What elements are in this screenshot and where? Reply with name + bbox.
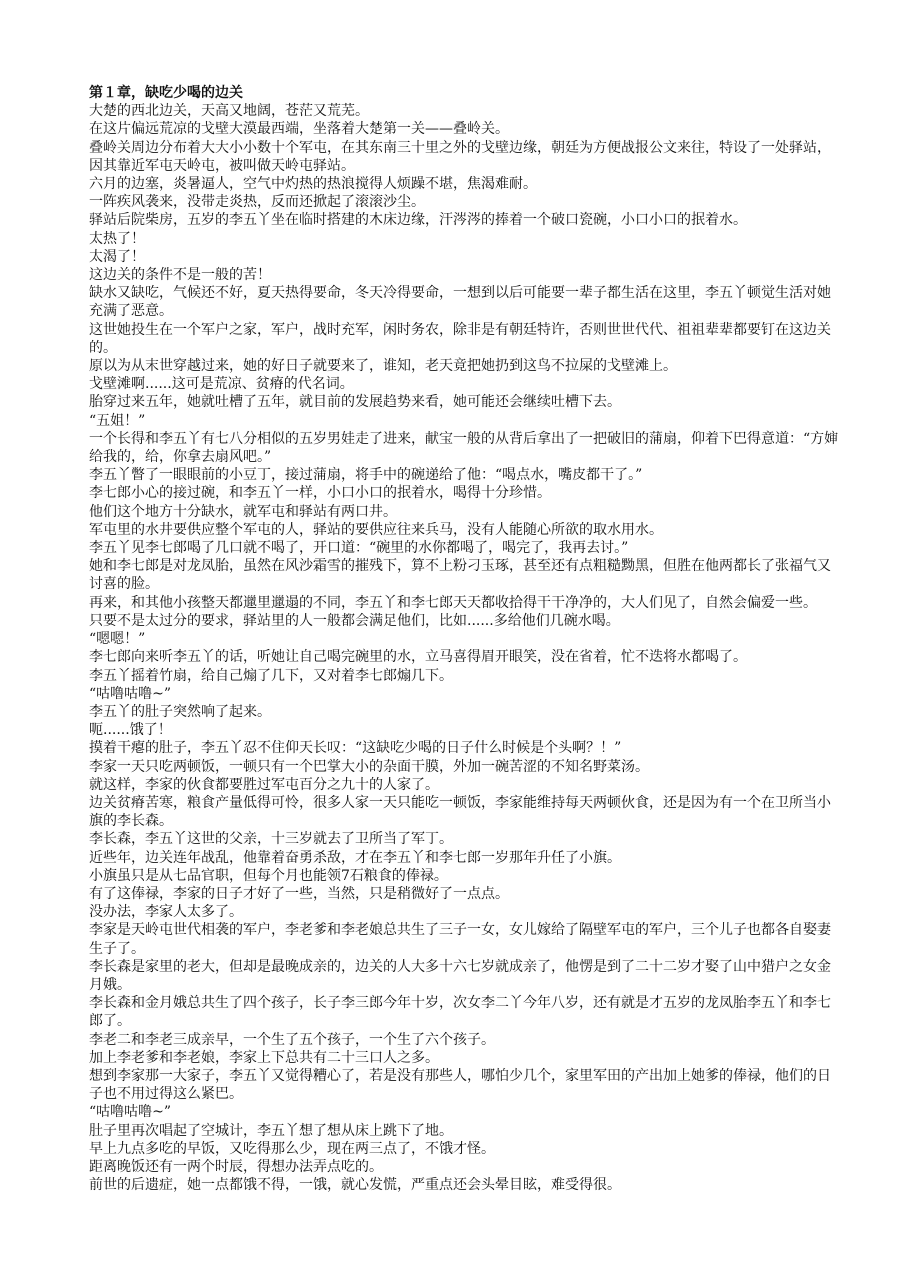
paragraph: 李五丫瞥了一眼眼前的小豆丁，接过蒲扇，将手中的碗递给了他：“喝点水，嘴皮都干了。” — [89, 467, 643, 484]
paragraph: 就这样，李家的伙食都要胜过军屯百分之九十的人家了。 — [89, 776, 439, 793]
paragraph: 李家一天只吃两顿饭，一顿只有一个巴掌大小的杂面干膜，外加一碗苦涩的不知名野菜汤。 — [89, 758, 649, 775]
paragraph: 戈壁滩啊......这可是荒凉、贫瘠的代名词。 — [89, 376, 354, 393]
paragraph: 摸着干瘪的肚子，李五丫忍不住仰天长叹：“这缺吃少喝的日子什么时候是个头啊？！” — [89, 740, 622, 757]
chapter-title: 第１章，缺吃少喝的边关 — [89, 85, 243, 101]
paragraph: 这边关的条件不是一般的苦！ — [89, 267, 271, 284]
paragraph: 李五丫摇着竹扇，给自己煽了几下，又对着李七郎煽几下。 — [89, 667, 453, 684]
paragraph: 有了这俸禄，李家的日子才好了一些，当然，只是稍微好了一点点。 — [89, 885, 509, 902]
paragraph: 李家是天岭屯世代相袭的军户，李老爹和李老娘总共生了三子一女，女儿嫁给了隔壁军屯的军户，三个儿子也都各自娶妻生子了。 — [89, 922, 831, 957]
paragraph: 李长森，李五丫这世的父亲，十三岁就去了卫所当了军丁。 — [89, 831, 453, 848]
paragraph: 再来，和其他小孩整天都邋里邋遢的不同，李五丫和李七郎天天都收拾得干干净净的，大人们见了，自然会偏爱一些。 — [89, 594, 817, 611]
paragraph: 军屯里的水井要供应整个军屯的人，驿站的要供应往来兵马，没有人能随心所欲的取水用水。 — [89, 521, 663, 538]
paragraph: 李五丫的肚子突然响了起来。 — [89, 703, 271, 720]
paragraph: 这世她投生在一个军户之家，军户，战时充军，闲时务农，除非是有朝廷特许，否则世世代代、祖祖辈辈都要钉在这边关的。 — [89, 321, 831, 356]
paragraph: 近些年，边关连年战乱，他靠着奋勇杀敌，才在李五丫和李七郎一岁那年升任了小旗。 — [89, 849, 621, 866]
paragraph: 李长森是家里的老大，但却是最晚成亲的，边关的人大多十六七岁就成亲了，他愣是到了二十二岁才娶了山中猎户之女金月娥。 — [89, 958, 831, 993]
paragraph: 想到李家那一大家子，李五丫又觉得糟心了，若是没有那些人，哪怕少几个，家里军田的产出加上她爹的俸禄，他们的日子也不用过得这么紧巴。 — [89, 1067, 831, 1103]
paragraph: “五姐！” — [89, 412, 146, 429]
paragraph: 李五丫见李七郎喝了几口就不喝了，开口道：“碗里的水你都喝了，喝完了，我再去讨。” — [89, 540, 629, 557]
paragraph: 一个长得和李五丫有七八分相似的五岁男娃走了进来，献宝一般的从背后拿出了一把破旧的蒲扇，仰着下巴得意道：“方婶给我的，给，你拿去扇风吧。” — [89, 430, 839, 466]
paragraph: 李七郎向来听李五丫的话，听她让自己喝完碗里的水，立马喜得眉开眼笑，没在省着，忙不迭将水都喝了。 — [89, 649, 747, 666]
paragraph: 边关贫瘠苦寒，粮食产量低得可怜，很多人家一天只能吃一顿饭，李家能维持每天两顿伙食，还是因为有一个在卫所当小旗的李长森。 — [89, 794, 831, 830]
paragraph: 六月的边塞，炎暑逼人，空气中灼热的热浪搅得人烦躁不堪，焦渴难耐。 — [89, 176, 537, 193]
paragraph: 小旗虽只是从七品官职，但每个月也能领7石粮食的俸禄。 — [89, 867, 448, 884]
paragraph: 驿站后院柴房，五岁的李五丫坐在临时搭建的木床边缘，汗涔涔的捧着一个破口瓷碗，小口小口的抿着水。 — [89, 212, 747, 229]
paragraph: 他们这个地方十分缺水，就军屯和驿站有两口井。 — [89, 503, 397, 520]
paragraph: 没办法，李家人太多了。 — [89, 904, 243, 921]
paragraph: 肚子里再次唱起了空城计，李五丫想了想从床上跳下了地。 — [89, 1122, 453, 1139]
paragraph: 胎穿过来五年，她就吐槽了五年，就目前的发展趋势来看，她可能还会继续吐槽下去。 — [89, 394, 621, 411]
paragraph: 前世的后遗症，她一点都饿不得，一饿，就心发慌，严重点还会头晕目眩，难受得很。 — [89, 1177, 621, 1194]
paragraph: 太渴了！ — [89, 248, 145, 265]
paragraph: “嗯嗯！” — [89, 631, 146, 648]
chapter-body — [89, 102, 839, 1194]
paragraph: “咕噜咕噜~” — [89, 685, 172, 702]
paragraph: 早上九点多吃的早饭，又吃得那么少，现在两三点了，不饿才怪。 — [89, 1140, 495, 1157]
paragraph: 李老二和李老三成亲早，一个生了五个孩子，一个生了六个孩子。 — [89, 1031, 495, 1048]
paragraph: 加上李老爹和李老娘，李家上下总共有二十三口人之多。 — [89, 1049, 439, 1066]
paragraph: 缺水又缺吃，气候还不好，夏天热得要命，冬天冷得要命，一想到以后可能要一辈子都生活在这里，李五丫顿觉生活对她充满了恶意。 — [89, 285, 831, 320]
paragraph: 距离晚饭还有一两个时辰，得想办法弄点吃的。 — [89, 1158, 383, 1175]
paragraph: 她和李七郎是对龙凤胎，虽然在风沙霜雪的摧残下，算不上粉刁玉琢，甚至还有点粗糙黝黑，但胜在他两都长了张福气又讨喜的脸。 — [89, 558, 831, 593]
paragraph: “咕噜咕噜~” — [89, 1104, 172, 1121]
paragraph: 原以为从末世穿越过来，她的好日子就要来了，谁知，老天竟把她扔到这鸟不拉屎的戈壁滩上。 — [89, 358, 677, 375]
paragraph: 李七郎小心的接过碗，和李五丫一样，小口小口的抿着水，喝得十分珍惜。 — [89, 485, 551, 502]
paragraph: 一阵疾风袭来，没带走炎热，反而还掀起了滚滚沙尘。 — [89, 194, 425, 211]
paragraph: 在这片偏远荒凉的戈壁大漠最西端，坐落着大楚第一关——叠岭关。 — [89, 121, 509, 138]
paragraph: 呃......饿了！ — [89, 722, 172, 739]
paragraph: 叠岭关周边分布着大大小小数十个军屯，在其东南三十里之外的戈壁边缘，朝廷为方便战报公文来往，特设了一处驿站，因其靠近军屯天岭屯，被叫做天岭屯驿站。 — [89, 139, 831, 174]
paragraph: 太热了！ — [89, 230, 145, 247]
paragraph: 只要不是太过分的要求，驿站里的人一般都会满足他们，比如......多给他们几碗水喝。 — [89, 612, 620, 629]
paragraph: 李长森和金月娥总共生了四个孩子，长子李三郎今年十岁，次女李二丫今年八岁，还有就是才五岁的龙凤胎李五丫和李七郎了。 — [89, 995, 831, 1030]
paragraph: 大楚的西北边关，天高又地阔，苍茫又荒芜。 — [89, 103, 369, 120]
